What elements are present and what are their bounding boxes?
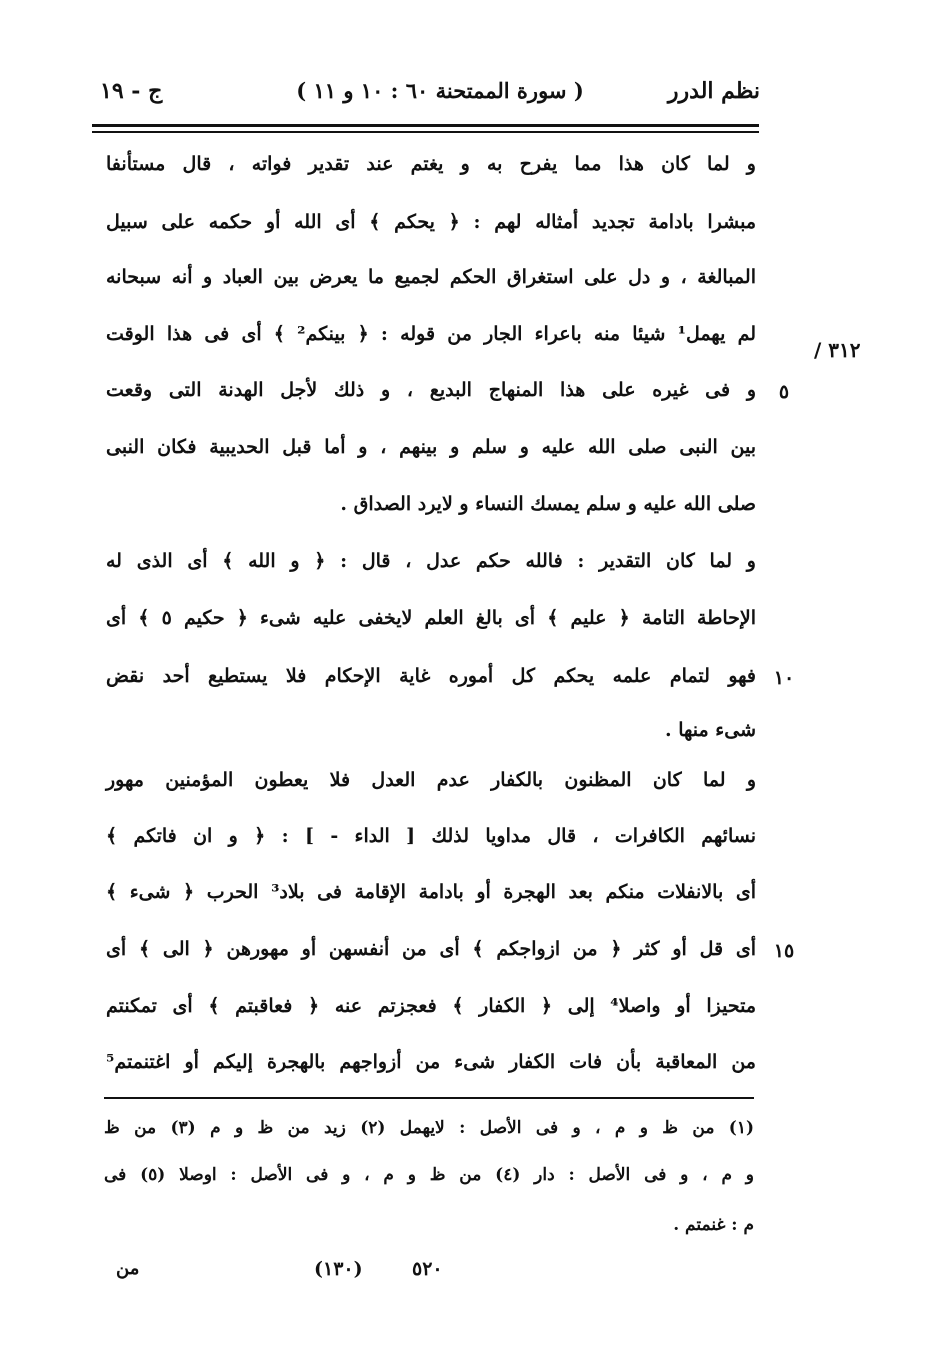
body-line: صلى الله عليه و سلم يمسك النساء و لايرد الصداق . <box>340 493 756 515</box>
page-number: ٥٢٠ <box>412 1258 443 1280</box>
body-line: متحيزا أو واصلا⁴ إلى ﴿ الكفار ﴾ فعجزتم عنه ﴿ فعاقبتم ﴾ أى تمكنتم <box>106 995 756 1017</box>
margin-page-reference: ٣١٢ / <box>814 338 861 362</box>
volume-number: ج - ١٩ <box>100 78 163 104</box>
body-line: شىء منها . <box>665 719 756 741</box>
body-line: الإحاطة التامة ﴿ عليم ﴾ أى بالغ العلم لايخفى عليه شىء ﴿ حكيم ٥ ﴾ أى <box>106 607 756 629</box>
sheet-number: (١٣٠) <box>314 1258 363 1280</box>
line-number-5: ٥ <box>778 381 790 403</box>
surah-reference: ( سورة الممتحنة ٦٠ : ١٠ و ١١ ) <box>296 78 584 103</box>
running-header <box>100 78 760 114</box>
body-line: أى بالانفلات منكم بعد الهجرة أو بادامة الإقامة فى بلاد³ الحرب ﴿ شىء ﴾ <box>106 881 756 903</box>
body-line: فهو لتمام علمه يحكم كل أموره غاية الإحكام فلا يستطيع أحد نقض <box>106 665 756 687</box>
body-line: نسائهم الكافرات ، قال مداويا لذلك [ الداء - ] : ﴿ و ان فاتكم ﴾ <box>106 825 756 847</box>
body-line: و فى غيره على هذا المنهاج البديع ، و ذلك لأجل الهدنة التى وقعت <box>106 379 756 401</box>
body-line: أى قل أو كثر ﴿ من ازواجكم ﴾ أى من أنفسهن أو مهورهن ﴿ الى ﴾ أى <box>106 938 756 960</box>
book-title: نظم الدرر <box>667 78 760 104</box>
body-line: المبالغة ، و دل على استغراق الحكم لجميع ما يعرض بين العباد و أنه سبحانه <box>106 266 756 288</box>
line-number-15: ١٥ <box>773 940 795 962</box>
page-footer <box>100 1258 760 1288</box>
footnote-line: م : غنمتم . <box>673 1215 754 1235</box>
header-rule-thick <box>92 124 759 127</box>
body-line: و لما كان المظنون بالكفار عدم العدل فلا يعطون المؤمنين مهور <box>106 769 756 791</box>
footnote-line: (١) من ظ و م ، و فى الأصل : لايهمل (٢) زيد من ظ و م (٣) من ظ <box>104 1118 755 1138</box>
footnote-rule <box>104 1097 754 1099</box>
header-rule-thin <box>92 131 759 133</box>
body-line: بين النبى صلى الله عليه و سلم و بينهم ، و أما قبل الحديبية فكان النبى <box>106 436 756 458</box>
body-line: و لما كان هذا مما يفرح به و يغتم عند تقدير فواته ، قال مستأنفا <box>106 153 756 175</box>
catchword: من <box>116 1258 140 1279</box>
body-line: و لما كان التقدير : فالله حكم عدل ، قال : ﴿ و الله ﴾ أى الذى له <box>106 550 756 572</box>
footnote-line: و م ، و فى الأصل : دار (٤) من ظ و م ، و فى الأصل : اوصلا (٥) فى <box>104 1165 755 1185</box>
body-line: مبشرا بادامة تجديد أمثاله لهم : ﴿ يحكم ﴾ أى الله أو حكمه على سبيل <box>106 211 756 233</box>
body-line: لم يهمل¹ شيئا منه باعراء الجار من قوله : ﴿ بينكم² ﴾ أى فى هذا الوقت <box>106 323 757 345</box>
line-number-10: ١٠ <box>773 667 795 689</box>
body-line: من المعاقبة بأن فات الكفار شىء من أزواجهم بالهجرة إليكم أو اغتنمتم⁵ <box>106 1051 756 1073</box>
